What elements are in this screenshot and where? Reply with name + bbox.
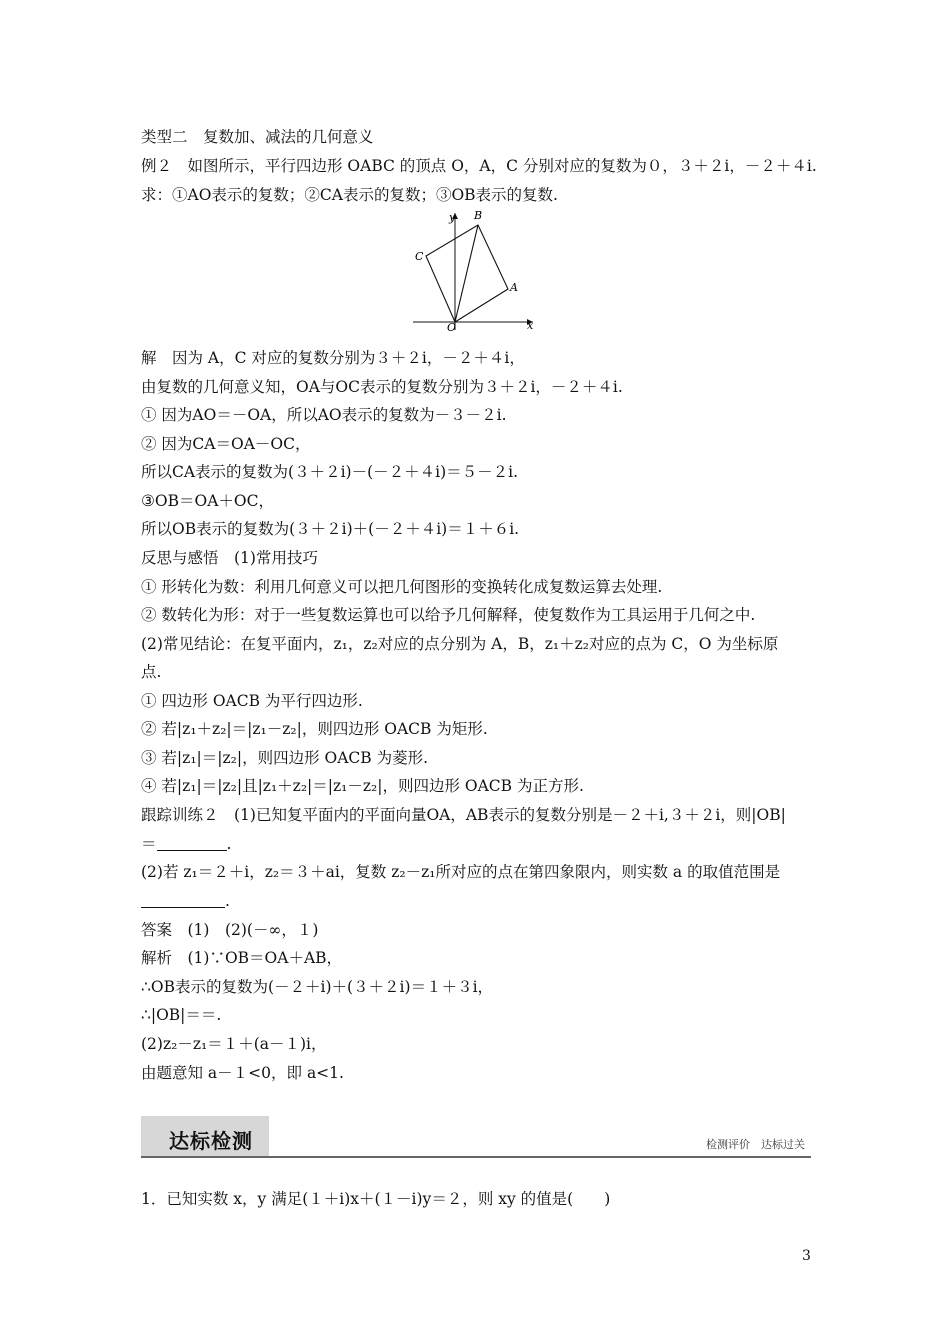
- section-title: 类型二 复数加、减法的几何意义: [141, 128, 374, 146]
- reflection-line: 点.: [141, 663, 162, 681]
- analysis-line: (2)z₂－z₁＝１＋(a－１)i，: [141, 1035, 327, 1053]
- label-a: A: [510, 281, 518, 294]
- label-b: B: [474, 209, 483, 222]
- banner-rule: [141, 1156, 811, 1158]
- label-y: y: [449, 211, 456, 224]
- analysis-line: ∴OB表示的复数为(－２＋i)＋(３＋２i)＝１＋３i，: [141, 978, 494, 996]
- reflection-line: ④ 若|z₁|＝|z₂|且|z₁＋z₂|＝|z₁－z₂|，则四边形 OACB 为正方形.: [141, 777, 584, 795]
- label-x: x: [527, 319, 534, 332]
- example-question: 求：①AO表示的复数；②CA表示的复数；③OB表示的复数.: [141, 186, 558, 204]
- practice-line: 跟踪训练２ (1)已知复平面内的平面向量OA，AB表示的复数分别是－２＋i,３＋２i，则|OB|: [141, 806, 786, 824]
- banner-subtitle: 检测评价 达标过关: [706, 1138, 805, 1151]
- solution-line: 由复数的几何意义知，OA与OC表示的复数分别为３＋２i，－２＋４i.: [141, 378, 623, 396]
- practice-period: .: [225, 892, 230, 910]
- solution-line: 解 因为 A，C 对应的复数分别为３＋２i，－２＋４i，: [141, 349, 525, 367]
- analysis-line: ∴|OB|＝＝.: [141, 1006, 222, 1024]
- answer-blank: [157, 835, 227, 851]
- practice-line: [141, 891, 230, 911]
- page-number: 3: [802, 1248, 811, 1264]
- analysis-line: 解析 (1)∵OB＝OA＋AB，: [141, 949, 343, 967]
- banner-title: 达标检测: [169, 1129, 253, 1153]
- question-1: 1．已知实数 x，y 满足(１＋i)x＋(１－i)y＝２，则 xy 的值是( ): [141, 1190, 611, 1208]
- reflection-line: ① 四边形 OACB 为平行四边形.: [141, 692, 363, 710]
- solution-line: 所以CA表示的复数为(３＋２i)－(－２＋４i)＝５－２i.: [141, 463, 519, 481]
- reflection-line: (2)常见结论：在复平面内，z₁，z₂对应的点分别为 A，B，z₁＋z₂对应的点为 C，O 为坐标原: [141, 635, 779, 653]
- reflection-line: ② 数转化为形：对于一些复数运算也可以给予几何解释，使复数作为工具运用于几何之中.: [141, 606, 756, 624]
- solution-line: 所以OB表示的复数为(３＋２i)＋(－２＋４i)＝１＋６i.: [141, 520, 520, 538]
- reflection-line: ③ 若|z₁|＝|z₂|，则四边形 OACB 为菱形.: [141, 749, 429, 767]
- practice-line: (2)若 z₁＝２＋i，z₂＝３＋ai，复数 z₂－z₁所对应的点在第四象限内，则实数 a 的取值范围是: [141, 863, 781, 881]
- solution-line: ② 因为CA＝OA－OC，: [141, 435, 311, 453]
- label-o: O: [447, 321, 457, 334]
- reflection-line: ② 若|z₁＋z₂|＝|z₁－z₂|，则四边形 OACB 为矩形.: [141, 720, 488, 738]
- parallelogram-figure: [405, 205, 545, 335]
- reflection-line: ① 形转化为数：利用几何意义可以把几何图形的变换转化成复数运算去处理.: [141, 578, 663, 596]
- answer-line: 答案 (1) (2)(－∞，１): [141, 921, 319, 939]
- analysis-line: 由题意知 a－１<0，即 a<1.: [141, 1064, 344, 1082]
- diagonal-ob: [455, 225, 478, 322]
- practice-equals: ＝: [141, 835, 157, 853]
- practice-period: .: [226, 835, 232, 853]
- label-c: C: [415, 250, 424, 263]
- practice-line: [141, 834, 231, 854]
- section-banner: [141, 1116, 811, 1158]
- answer-blank: [141, 892, 225, 908]
- reflection-line: 反思与感悟 (1)常用技巧: [141, 549, 318, 567]
- solution-line: ① 因为AO＝－OA，所以AO表示的复数为－３－２i.: [141, 406, 507, 424]
- solution-line: ③OB＝OA＋OC，: [141, 492, 274, 510]
- example-statement: 例２ 如图所示，平行四边形 OABC 的顶点 O，A，C 分别对应的复数为０，３＋２i，－２＋４i.: [141, 157, 817, 175]
